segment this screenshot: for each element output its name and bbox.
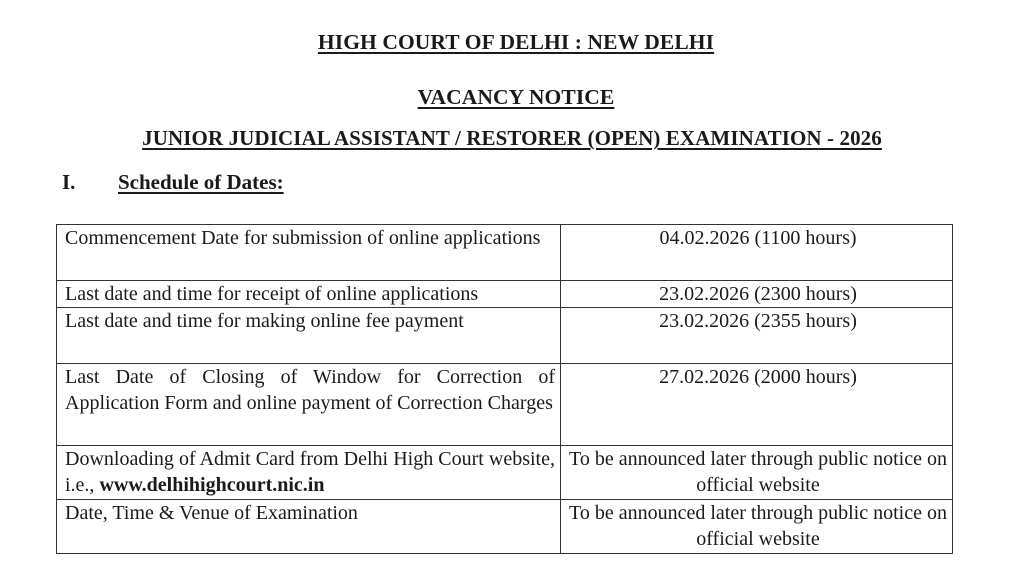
section-title: Schedule of Dates: — [118, 170, 284, 194]
date-cell: To be announced later through public notice on official website — [561, 500, 953, 554]
event-cell: Last date and time for receipt of online applications — [57, 281, 561, 308]
event-cell: Last Date of Closing of Window for Correction of Application Form and online payment of Correction Charges — [57, 364, 561, 446]
date-cell: 23.02.2026 (2355 hours) — [561, 308, 953, 364]
event-cell: Date, Time & Venue of Examination — [57, 500, 561, 554]
table-row — [57, 500, 953, 554]
table-row — [57, 308, 953, 364]
table-row — [57, 446, 953, 500]
date-cell: 23.02.2026 (2300 hours) — [561, 281, 953, 308]
date-cell: To be announced later through public notice on official website — [561, 446, 953, 500]
table-row — [57, 364, 953, 446]
exam-heading: JUNIOR JUDICIAL ASSISTANT / RESTORER (OPEN) EXAMINATION - 2026 — [142, 126, 882, 150]
date-cell: 04.02.2026 (1100 hours) — [561, 225, 953, 281]
date-cell: 27.02.2026 (2000 hours) — [561, 364, 953, 446]
event-cell: Last date and time for making online fee payment — [57, 308, 561, 364]
notice-heading: VACANCY NOTICE — [417, 85, 615, 109]
court-heading: HIGH COURT OF DELHI : NEW DELHI — [317, 30, 715, 54]
event-cell: Commencement Date for submission of online applications — [57, 225, 561, 281]
table-row — [57, 225, 953, 281]
section-number: I. — [62, 170, 76, 194]
event-cell — [57, 446, 561, 500]
website-link[interactable]: www.delhihighcourt.nic.in — [99, 474, 325, 496]
event-text: Downloading of Admit Card from Delhi High Court website, i.e., — [65, 448, 555, 496]
table-row — [57, 281, 953, 308]
schedule-table — [56, 224, 953, 554]
